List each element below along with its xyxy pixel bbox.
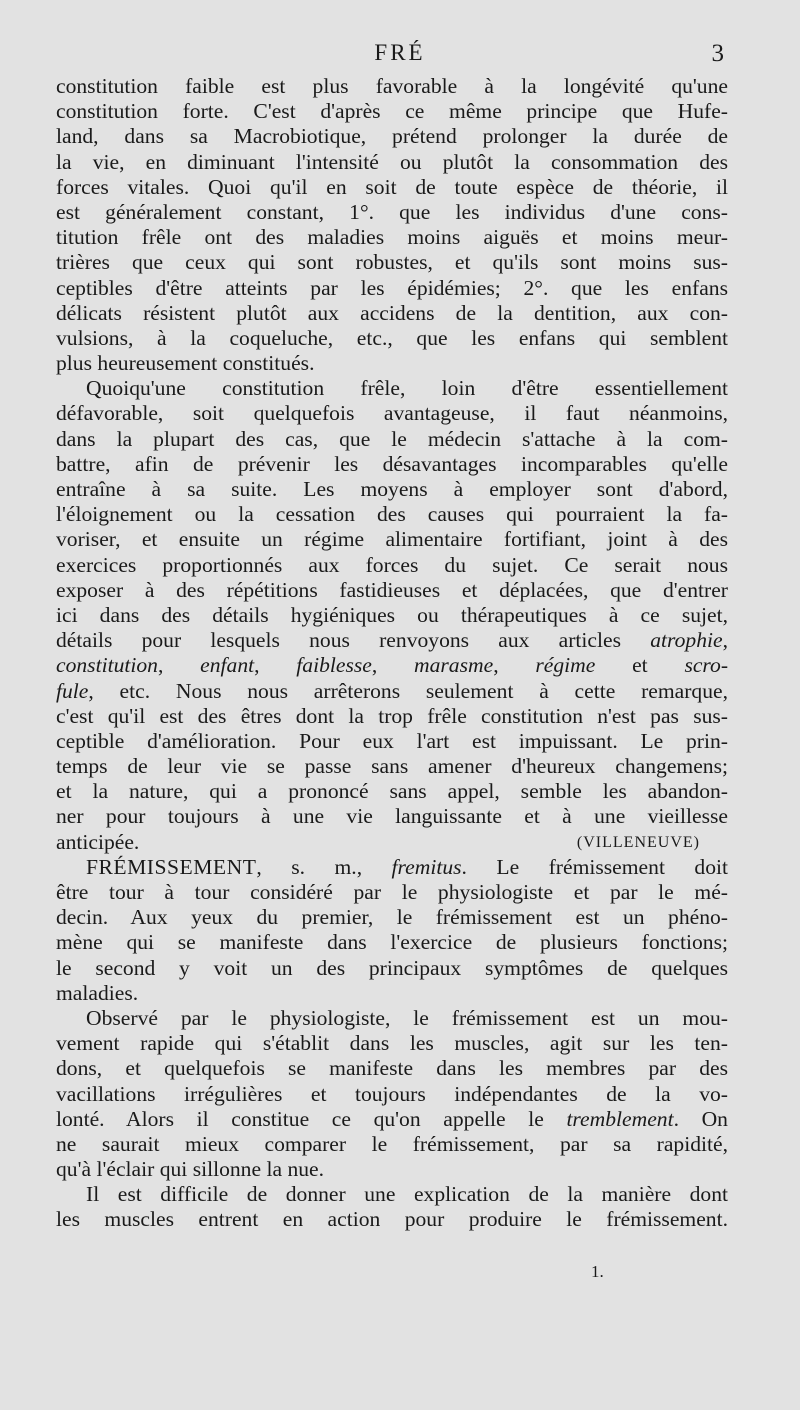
paragraph-continuation: [56, 74, 728, 376]
text-line: land, dans sa Macrobiotique, prétend prolonger la durée de: [56, 124, 728, 149]
text-line: battre, afin de prévenir les désavantages incomparables qu'elle: [56, 451, 728, 476]
entry-latin-term: fremitus: [391, 854, 462, 879]
text-line: plus heureusement constitués.: [56, 351, 315, 376]
text-run: . Le frémissement doit: [461, 854, 728, 879]
text-line: délicats résistent plutôt aux accidens de la dentition, aux con-: [56, 300, 728, 325]
page-number: 3: [711, 40, 724, 67]
text-line-with-author: [56, 830, 728, 855]
text-line: trières que ceux qui sont robustes, et qu'ils sont moins sus-: [56, 250, 728, 275]
entry-grammar: , s. m.,: [256, 854, 392, 879]
text-line: être tour à tour considéré par le physiologiste et par le mé-: [56, 880, 728, 904]
text-line: [56, 628, 728, 653]
text-line: vacillations irrégulières et toujours indépendantes de la vo-: [56, 1081, 728, 1106]
text-run: et: [595, 653, 685, 678]
dictionary-entry-fremissement: [56, 855, 728, 1006]
cross-reference-scrofule-end: fule: [56, 678, 89, 703]
text-line: ceptibles d'être atteints par les épidémies; 2°. que les enfans: [56, 275, 728, 300]
text-line: est généralement constant, 1°. que les individus d'une cons-: [56, 199, 728, 224]
body-text: [56, 74, 728, 1233]
text-line: Quoiqu'une constitution frêle, loin d'être essentiellement: [86, 376, 728, 401]
text-run: lonté. Alors il constitue ce qu'on appelle le: [56, 1106, 567, 1131]
text-line: [56, 679, 728, 704]
paragraph-constitution: [56, 376, 728, 855]
text-run: anticipée.: [56, 829, 140, 854]
italic-term-tremblement: tremblement: [566, 1106, 674, 1131]
text-run: . On: [673, 1106, 728, 1131]
text-line: [56, 653, 728, 678]
cross-reference-regime: régime: [535, 653, 596, 678]
text-line: qu'à l'éclair qui sillonne la nue.: [56, 1157, 325, 1182]
cross-reference-enfant: enfant: [200, 653, 255, 678]
text-line: dons, et quelquefois se manifeste dans les membres par des: [56, 1056, 728, 1081]
text-line: titution frêle ont des maladies moins aiguës et moins meur-: [56, 225, 728, 250]
text-line: dans la plupart des cas, que le médecin s'attache à la com-: [56, 426, 728, 451]
text-line: constitution faible est plus favorable à la longévité qu'une: [56, 74, 728, 98]
text-line: le second y voit un des principaux symptômes de quelques: [56, 955, 728, 980]
page-header: [0, 40, 800, 74]
text-line: entraîne à sa suite. Les moyens à employer sont d'abord,: [56, 477, 728, 501]
author-signature: (VILLENEUVE): [576, 833, 700, 851]
text-line: l'éloignement ou la cessation des causes qui pourraient la fa-: [56, 502, 728, 527]
text-run: ,: [157, 653, 201, 678]
text-line: la vie, en diminuant l'intensité ou plutôt la consommation des: [56, 149, 728, 174]
text-line: défavorable, soit quelquefois avantageuse, il faut néanmoins,: [56, 401, 728, 426]
text-line: maladies.: [56, 980, 139, 1005]
text-line: Observé par le physiologiste, le frémissement est un mou-: [86, 1005, 728, 1030]
cross-reference-atrophie: atrophie: [650, 628, 723, 653]
cross-reference-constitution: constitution: [56, 653, 158, 678]
text-line: mène qui se manifeste dans l'exercice de plusieurs fonctions;: [56, 930, 728, 955]
text-run: détails pour lesquels nous renvoyons aux articles: [56, 628, 651, 653]
text-run: , etc. Nous nous arrêterons seulement à cette remarque,: [88, 678, 728, 703]
text-run: ,: [254, 653, 297, 678]
cross-reference-marasme: marasme: [414, 653, 494, 678]
text-line: decin. Aux yeux du premier, le frémissement est un phéno-: [56, 905, 728, 930]
text-line: vulsions, à la coqueluche, etc., que les enfans qui semblent: [56, 325, 728, 350]
entry-headword: FRÉMISSEMENT: [86, 854, 257, 879]
text-line: [56, 1107, 728, 1132]
running-head: FRÉ: [374, 40, 426, 65]
text-line: temps de leur vie se passe sans amener d'heureux changemens;: [56, 754, 728, 779]
text-run: ,: [371, 653, 415, 678]
text-line: ici dans des détails hygiéniques ou thérapeutiques à ce sujet,: [56, 602, 728, 627]
text-line: constitution forte. C'est d'après ce même principe que Hufe-: [56, 99, 728, 124]
text-line: ne saurait mieux comparer le frémissement, par sa rapidité,: [56, 1131, 728, 1156]
cross-reference-faiblesse: faiblesse: [296, 653, 372, 678]
text-line: et la nature, qui a prononcé sans appel, semble les abandon-: [56, 779, 728, 804]
text-line: exposer à des répétitions fastidieuses et déplacées, que d'entrer: [56, 577, 728, 602]
paragraph-explanation: [56, 1182, 728, 1232]
cross-reference-scrofule: scro-: [684, 653, 729, 678]
entry-first-line: [56, 855, 728, 880]
text-line: ceptible d'amélioration. Pour eux l'art est impuissant. Le prin-: [56, 728, 728, 753]
text-line: forces vitales. Quoi qu'il en soit de toute espèce de théorie, il: [56, 174, 728, 199]
text-run: ,: [493, 653, 536, 678]
text-line: ner pour toujours à une vie languissante et à une vieillesse: [56, 804, 728, 829]
text-line: voriser, et ensuite un régime alimentaire fortifiant, joint à des: [56, 527, 728, 552]
text-line: vement rapide qui s'établit dans les muscles, agit sur les ten-: [56, 1031, 728, 1056]
text-line: c'est qu'il est des êtres dont la trop frêle constitution n'est pas sus-: [56, 703, 728, 728]
text-run: ,: [722, 628, 728, 653]
text-line: les muscles entrent en action pour produire le frémissement.: [56, 1207, 728, 1232]
text-line: exercices proportionnés aux forces du sujet. Ce serait nous: [56, 552, 728, 577]
printer-signature-mark: 1.: [591, 1262, 604, 1281]
paragraph-physiologist: [56, 1006, 728, 1182]
text-line: Il est difficile de donner une explication de la manière dont: [86, 1182, 728, 1207]
